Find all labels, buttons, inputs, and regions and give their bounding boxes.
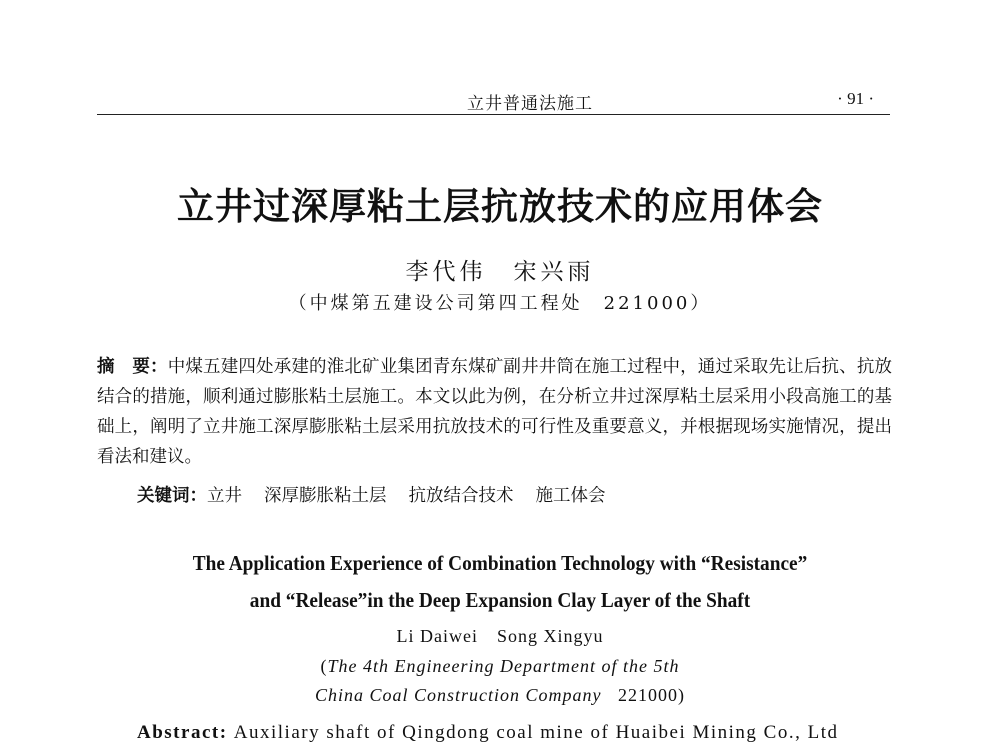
english-affiliation: (The 4th Engineering Department of the 5th China Coal Construction Company 221000) bbox=[314, 656, 685, 705]
keyword: 立井 bbox=[207, 486, 242, 506]
english-abstract bbox=[137, 722, 892, 744]
english-title-line: and “Release”in the Deep Expansion Clay Layer of the Shaft bbox=[249, 588, 751, 612]
english-abstract-text: Auxiliary shaft of Qingdong coal mine of Huaibei Mining Co., Ltd bbox=[233, 722, 839, 743]
running-title: 立井普通法施工 bbox=[467, 94, 593, 114]
english-abstract-label: Abstract: bbox=[137, 722, 228, 743]
abstract-label: 摘 要： bbox=[97, 357, 168, 377]
page-number: · 91 · bbox=[837, 89, 874, 108]
english-title bbox=[40, 545, 960, 619]
english-postcode: 221000 bbox=[618, 685, 678, 705]
abstract-text: 中煤五建四处承建的淮北矿业集团青东煤矿副井井筒在施工过程中，通过采取先让后抗、抗放结合的措施，顺利通过膨胀粘土层施工。本文以此为例，在分析立井过深厚粘土层采用小段高施工的基础上，阐明了立井施工深厚膨胀粘土层采用抗放技术的可行性及重要意义，并根据现场实施情况，提出看法和建议。 bbox=[97, 357, 893, 467]
english-authors: Li Daiwei Song Xingyu bbox=[396, 626, 604, 646]
running-header bbox=[97, 86, 890, 115]
authors: 李代伟 宋兴雨 bbox=[405, 259, 595, 285]
english-affiliation-line: China Coal Construction Company bbox=[314, 685, 602, 705]
keyword: 抗放结合技术 bbox=[408, 486, 514, 506]
keywords-label: 关键词： bbox=[137, 486, 207, 506]
abstract bbox=[97, 352, 892, 472]
keywords bbox=[137, 482, 628, 507]
paper-title: 立井过深厚粘土层抗放技术的应用体会 bbox=[177, 185, 823, 228]
english-affiliation-line: The 4th Engineering Department of the 5th bbox=[327, 656, 680, 676]
english-title-line: The Application Experience of Combination Technology with “Resistance” bbox=[192, 551, 808, 575]
affiliation: （中煤第五建设公司第四工程处 221000） bbox=[288, 293, 712, 314]
keyword: 深厚膨胀粘土层 bbox=[264, 486, 387, 506]
keyword: 施工体会 bbox=[535, 486, 606, 506]
